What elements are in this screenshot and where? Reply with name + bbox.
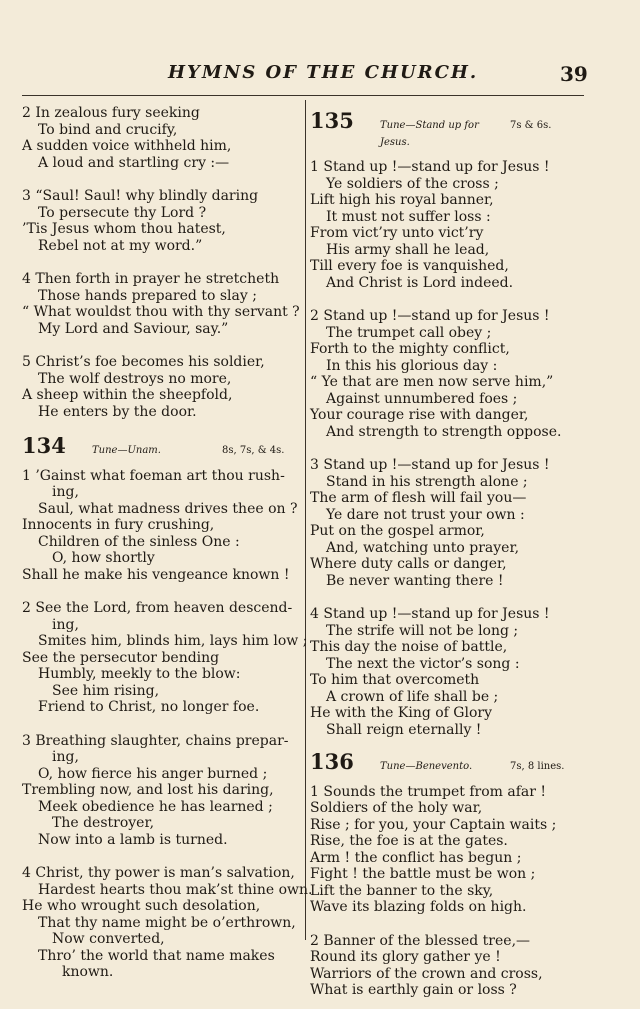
- verse-line: ing,: [52, 749, 79, 765]
- verse-line: Saul, what madness drives thee on ?: [38, 500, 298, 517]
- verse-line: Fight ! the battle must be won ;: [310, 866, 536, 882]
- verse-line: He enters by the door.: [38, 403, 197, 420]
- verse-line: And strength to strength oppose.: [326, 423, 562, 440]
- verse-line: Forth to the mighty conflict,: [310, 341, 510, 357]
- verse-line: 1 Sounds the trumpet from afar !: [310, 783, 546, 800]
- verse-line: 3 “Saul! Saul! why blindly daring: [22, 188, 259, 204]
- verse-line: Against unnumbered foes ;: [326, 390, 518, 407]
- verse: [310, 933, 590, 999]
- verse-line: Where duty calls or danger,: [310, 556, 507, 572]
- verse-line: That thy name might be o’erthrown,: [38, 914, 296, 931]
- verse-line: 4 Christ, thy power is man’s salvation,: [22, 865, 295, 881]
- page-number: 39: [560, 62, 588, 86]
- verse: [310, 606, 590, 738]
- tune-name: Tune—Unam.: [92, 445, 161, 456]
- verse-line: ing,: [52, 616, 79, 633]
- verse-line: Ye soldiers of the cross ;: [326, 175, 499, 192]
- verse-line: The wolf destroys no more,: [38, 370, 232, 387]
- meter: 8s, 7s, & 4s.: [222, 445, 285, 456]
- verse-line: The strife will not be long ;: [326, 622, 519, 639]
- verse-line: To persecute thy Lord ?: [38, 204, 207, 221]
- verse-line: Rise, the foe is at the gates.: [310, 833, 508, 849]
- verse-line: Arm ! the conflict has begun ;: [310, 849, 522, 866]
- verse-line: Be never wanting there !: [326, 572, 504, 589]
- verse-line: From vict’ry unto vict’ry: [310, 225, 484, 241]
- header-rule: [22, 95, 584, 96]
- hymn-header: [310, 749, 590, 776]
- verse-line: Friend to Christ, no longer foe.: [38, 699, 260, 715]
- meter: 7s & 6s.: [510, 120, 552, 131]
- column-divider: [305, 100, 306, 940]
- verse-line: ing,: [52, 484, 79, 500]
- verse-line: A loud and startling cry :—: [38, 154, 230, 171]
- verse: [310, 308, 590, 440]
- verse-line: 4 Stand up !—stand up for Jesus !: [310, 606, 550, 622]
- verse-line: Those hands prepared to slay ;: [38, 287, 257, 304]
- verse: [22, 600, 308, 716]
- hymn-number: 134: [22, 433, 66, 458]
- verse-line: This day the noise of battle,: [310, 639, 508, 655]
- verse-line: In this his glorious day :: [326, 357, 498, 374]
- verse-line: Shall reign eternally !: [326, 721, 482, 738]
- verse-line: A sheep within the sheepfold,: [22, 387, 233, 403]
- verse-line: A sudden voice withheld him,: [22, 138, 232, 154]
- verse-line: To bind and crucify,: [38, 121, 178, 138]
- verse-line: ’Tis Jesus whom thou hatest,: [22, 221, 226, 237]
- verse-line: 1 ’Gainst what foeman art thou rush-: [22, 467, 285, 484]
- verse-line: known.: [62, 964, 114, 980]
- verse-line: Now converted,: [52, 931, 165, 947]
- verse-line: Round its glory gather ye !: [310, 949, 501, 965]
- verse: [310, 784, 590, 916]
- verse-line: Innocents in fury crushing,: [22, 517, 215, 533]
- verse-line: The trumpet call obey ;: [326, 324, 492, 341]
- verse-line: 5 Christ’s foe becomes his soldier,: [22, 354, 265, 370]
- verse-line: Shall he make his vengeance known !: [22, 566, 290, 583]
- right-column: [310, 105, 590, 999]
- verse: [22, 188, 304, 254]
- verse-line: His army shall he lead,: [326, 241, 490, 258]
- verse-line: Thro’ the world that name makes: [38, 947, 275, 964]
- hymn-number: 136: [310, 749, 354, 774]
- verse-line: Rebel not at my word.”: [38, 237, 203, 254]
- verse-line: Children of the sinless One :: [38, 533, 240, 550]
- verse-line: Wave its blazing folds on high.: [310, 899, 527, 915]
- verse-line: Ye dare not trust your own :: [326, 506, 525, 523]
- verse-line: 2 Stand up !—stand up for Jesus !: [310, 308, 550, 324]
- verse-line: He who wrought such desolation,: [22, 898, 261, 914]
- verse-line: Rise ; for you, your Captain waits ;: [310, 816, 557, 833]
- tune-name: Tune—Benevento.: [380, 761, 473, 772]
- verse: [22, 468, 304, 584]
- verse-line: 1 Stand up !—stand up for Jesus !: [310, 159, 550, 175]
- verse-line: 2 See the Lord, from heaven descend-: [22, 600, 293, 616]
- verse: [310, 457, 590, 589]
- verse-line: 3 Breathing slaughter, chains prepar-: [22, 732, 289, 749]
- verse: [310, 159, 590, 291]
- verse: [22, 354, 304, 420]
- verse-line: Warriors of the crown and cross,: [310, 965, 543, 982]
- verse-line: Soldiers of the holy war,: [310, 800, 483, 816]
- verse-line: 3 Stand up !—stand up for Jesus !: [310, 457, 550, 473]
- verse-line: O, how shortly: [52, 550, 155, 566]
- tune-name: Tune—Stand up for Jesus.: [380, 120, 479, 148]
- verse-line: And, watching unto prayer,: [326, 539, 520, 556]
- verse: [22, 865, 313, 981]
- verse-line: 4 Then forth in prayer he stretcheth: [22, 271, 280, 287]
- verse-line: “ Ye that are men now serve him,”: [310, 374, 554, 390]
- verse-line: Meek obedience he has learned ;: [38, 798, 273, 815]
- left-column: [22, 105, 313, 981]
- verse-line: Now into a lamb is turned.: [38, 831, 228, 848]
- verse-line: The destroyer,: [52, 815, 155, 831]
- verse-line: My Lord and Saviour, say.”: [38, 320, 229, 337]
- verse-line: To him that overcometh: [310, 672, 480, 688]
- verse-line: And Christ is Lord indeed.: [326, 274, 514, 291]
- verse: [22, 733, 304, 849]
- verse-line: Humbly, meekly to the blow:: [38, 666, 241, 682]
- verse-line: O, how fierce his anger burned ;: [38, 765, 268, 782]
- verse-line: The arm of flesh will fail you—: [310, 490, 527, 506]
- verse-line: See him rising,: [52, 682, 160, 699]
- running-title: HYMNS OF THE CHURCH.: [168, 62, 479, 83]
- verse-line: See the persecutor bending: [22, 649, 220, 666]
- verse-line: He with the King of Glory: [310, 705, 492, 721]
- verse-line: Lift the banner to the sky,: [310, 882, 494, 899]
- verse-line: The next the victor’s song :: [326, 655, 520, 672]
- verse-line: Your courage rise with danger,: [310, 407, 529, 423]
- verse-line: Till every foe is vanquished,: [310, 258, 509, 274]
- verse-line: Stand in his strength alone ;: [326, 473, 528, 490]
- verse-line: 2 In zealous fury seeking: [22, 105, 200, 121]
- verse: [22, 105, 304, 171]
- hymn-header: [22, 433, 304, 460]
- verse-line: Put on the gospel armor,: [310, 523, 485, 539]
- hymn-header: [310, 108, 590, 151]
- hymn-number: 135: [310, 108, 354, 133]
- verse: [22, 271, 304, 337]
- verse-line: Hardest hearts thou mak’st thine own.: [38, 881, 313, 898]
- verse-line: What is earthly gain or loss ?: [310, 982, 517, 998]
- verse-line: It must not suffer loss :: [326, 208, 491, 225]
- meter: 7s, 8 lines.: [510, 761, 565, 772]
- verse-line: 2 Banner of the blessed tree,—: [310, 932, 531, 949]
- verse-line: “ What wouldst thou with thy servant ?: [22, 304, 300, 320]
- verse-line: A crown of life shall be ;: [326, 688, 499, 705]
- verse-line: Trembling now, and lost his daring,: [22, 782, 274, 798]
- verse-line: Smites him, blinds him, lays him low ;: [38, 633, 308, 649]
- verse-line: Lift high his royal banner,: [310, 192, 494, 208]
